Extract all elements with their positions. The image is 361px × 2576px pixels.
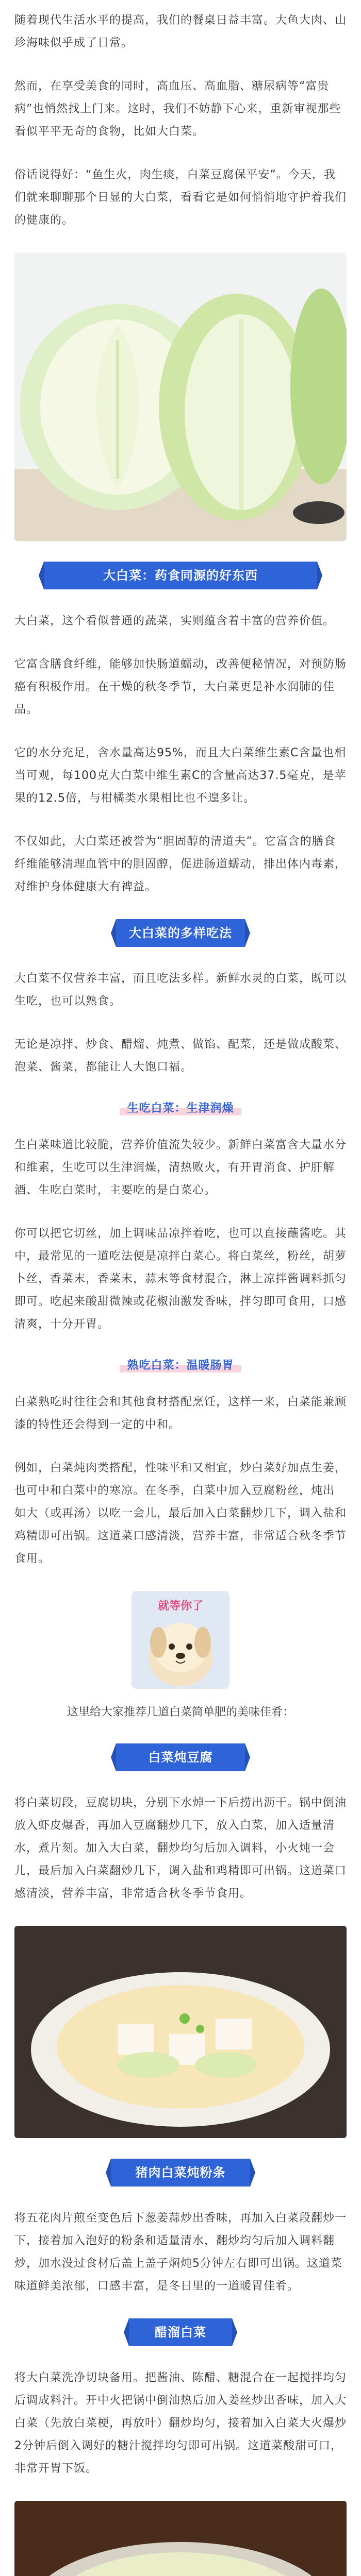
recipe-banner-3	[129, 2318, 232, 2346]
recipes-paragraph-2: 无论是凉拌、炒食、醋熘、炖煮、做馅、配菜，还是做成酸菜、泡菜、酱菜，都能让人大饱口福。	[14, 1038, 347, 1074]
banner-ribbon-left	[124, 2318, 129, 2346]
section-banner-benefits	[44, 562, 317, 589]
banner-label: 大白菜：药食同源的好东西	[103, 568, 258, 583]
section-banner-recipes	[116, 919, 245, 947]
intro-paragraph-1: 随着现代生活水平的提高，我们的餐桌日益丰富。大鱼大肉、山珍海味似乎成了日常。	[14, 14, 347, 49]
dog-sticker	[132, 1591, 229, 1689]
vinegar-cabbage-illustration	[14, 2501, 347, 2576]
recipe-banner-1	[116, 1743, 245, 1771]
raw-paragraph-1: 生白菜味道比较脆，营养价值流失较少。新鲜白菜富含大量水分和维素，生吃可以生津润燥，清热败火，有开胃消食、护肝解酒、生吃白菜时，主要吃的是白菜心。	[14, 1139, 347, 1197]
intro-paragraph-2: 然而，在享受美食的同时，高血压、高血脂、糖尿病等“富贵病”也悄然找上门来。这时，我们不妨静下心来，重新审视那些看似平平无奇的食物，比如大白菜。	[14, 80, 341, 138]
subheading-raw-label: 生吃白菜：生津润燥	[120, 1099, 241, 1115]
sticker-text: 就等你了	[157, 1600, 203, 1613]
banner-ribbon-right	[232, 2318, 237, 2346]
benefits-paragraph-1: 大白菜，这个看似普通的蔬菜，实则蕴含着丰富的营养价值。	[14, 615, 335, 628]
raw-paragraph-2: 你可以把它切丝，加上调味品凉拌着吃，也可以直接蘸酱吃。其中，最常见的一道吃法便是凉拌白菜心。将白菜丝，粉丝，胡萝卜丝，香菜末，香菜末，蒜末等食材混合，淋上凉拌酱调料抓匀即可。吃起来酸甜微辣或花椒油激发香味，拌匀即可食用，口感清爽，十分开胃。	[14, 1227, 347, 1331]
banner-ribbon-left	[39, 562, 44, 589]
recipe-text-2: 将五花肉片煎至变色后下葱姜蒜炒出香味，再加入白菜段翻炒一下，接着加入泡好的粉条和适量清水，翻炒均匀后加入调料翻炒，加水没过食材后盖上盖子焖炖5分钟左右即可出锅。这道菜味道鲜美浓郁，口感丰富，是冬日里的一道暖胃佳肴。	[14, 2212, 347, 2293]
subheading-cooked-label: 熟吃白菜：温暖肠胃	[120, 1357, 241, 1372]
banner-ribbon-right	[317, 562, 322, 589]
subheading-cooked	[14, 1357, 347, 1372]
tofu-dish-photo	[14, 1926, 347, 2138]
recipe-text-3: 将大白菜洗净切块备用。把酱油、陈醋、糖混合在一起搅拌均匀后调成料汁。开中火把锅中倒油热后加入姜丝炒出香味，加入大白菜（先放白菜梗，再放叶）翻炒均匀，接着加入白菜大火爆炒2分钟后倒入调好的糖汁搅拌均匀即可出锅。这道菜酸甜可口，非常开胃下饭。	[14, 2371, 347, 2475]
benefits-paragraph-4: 不仅如此，大白菜还被誉为“胆固醇的清道夫”。它富含的膳食纤维能够清理血管中的胆固醇，促进肠道蠕动，排出体内毒素，对维护身体健康大有裨益。	[14, 835, 347, 893]
tofu-dish-illustration	[14, 1926, 347, 2138]
benefits-paragraph-2: 它富含膳食纤维，能够加快肠道蠕动，改善便秘情况，对预防肠癌有积极作用。在干燥的秋冬季节，大白菜更是补水润肺的佳品。	[14, 658, 347, 716]
recipes-intro-caption: 这里给大家推荐几道白菜简单肥的美味佳肴：	[67, 1706, 294, 1719]
intro-paragraph-3: 俗话说得好：“鱼生火，肉生痰，白菜豆腐保平安”。今天，我们就来聊聊那个日显的大白菜，看看它是如何悄悄地守护着我们的健康的。	[14, 168, 347, 227]
subheading-raw	[14, 1099, 347, 1115]
banner-ribbon-right	[250, 2159, 255, 2187]
recipe-title-1: 白菜炖豆腐	[148, 1750, 213, 1765]
cabbage-photo	[14, 252, 347, 541]
vinegar-cabbage-photo	[14, 2501, 347, 2576]
banner-ribbon-right	[245, 1743, 250, 1771]
recipe-title-2: 猪肉白菜炖粉条	[135, 2165, 226, 2180]
recipes-paragraph-1: 大白菜不仅营养丰富，而且吃法多样。新鲜水灵的白菜，既可以生吃，也可以熟食。	[14, 972, 347, 1008]
banner-ribbon-left	[111, 919, 116, 947]
cabbage-illustration	[14, 252, 347, 541]
recipe-title-3: 醋溜白菜	[155, 2325, 206, 2340]
banner-label: 大白菜的多样吃法	[129, 926, 232, 940]
cooked-paragraph-2: 例如，白菜炖肉类搭配，性味平和又相宜，炒白菜好加点生姜，也可中和白菜中的寒凉。在冬季，白菜中加入豆腐粉丝，炖出 如大（或再汤）以吃一会儿，最后加入白菜翻炒几下，调入盐和鸡精即可出锅。这道菜口感清淡，营养丰富，非常适合秋冬季节食用。	[14, 1462, 347, 1565]
recipe-banner-2	[111, 2159, 250, 2187]
recipe-text-1: 将白菜切段，豆腐切块，分别下水焯一下后捞出沥干。锅中倒油放入虾皮爆香，再加入豆腐翻炒几下，放入白菜，加入适量清水，煮片刻。加入大白菜，翻炒均匀后加入调料，小火炖一会儿，最后加入白菜翻炒几下，调入盐和鸡精即可出锅。这道菜口感清淡，营养丰富，非常适合秋冬季节食用。	[14, 1797, 347, 1900]
banner-ribbon-right	[245, 919, 250, 947]
benefits-paragraph-3: 它的水分充足，含水量高达95%，而且大白菜维生素C含量也相当可观，每100克大白菜中维生素C的含量高达37.5毫克，是苹果的12.5倍，与柑橘类水果相比也不遑多让。	[14, 747, 347, 805]
cooked-paragraph-1: 白菜熟吃时往往会和其他食材搭配烹饪，这样一来，白菜能兼顾漆的特性还会得到一定的中和。	[14, 1396, 347, 1431]
banner-ribbon-left	[111, 1743, 116, 1771]
banner-ribbon-left	[106, 2159, 111, 2187]
